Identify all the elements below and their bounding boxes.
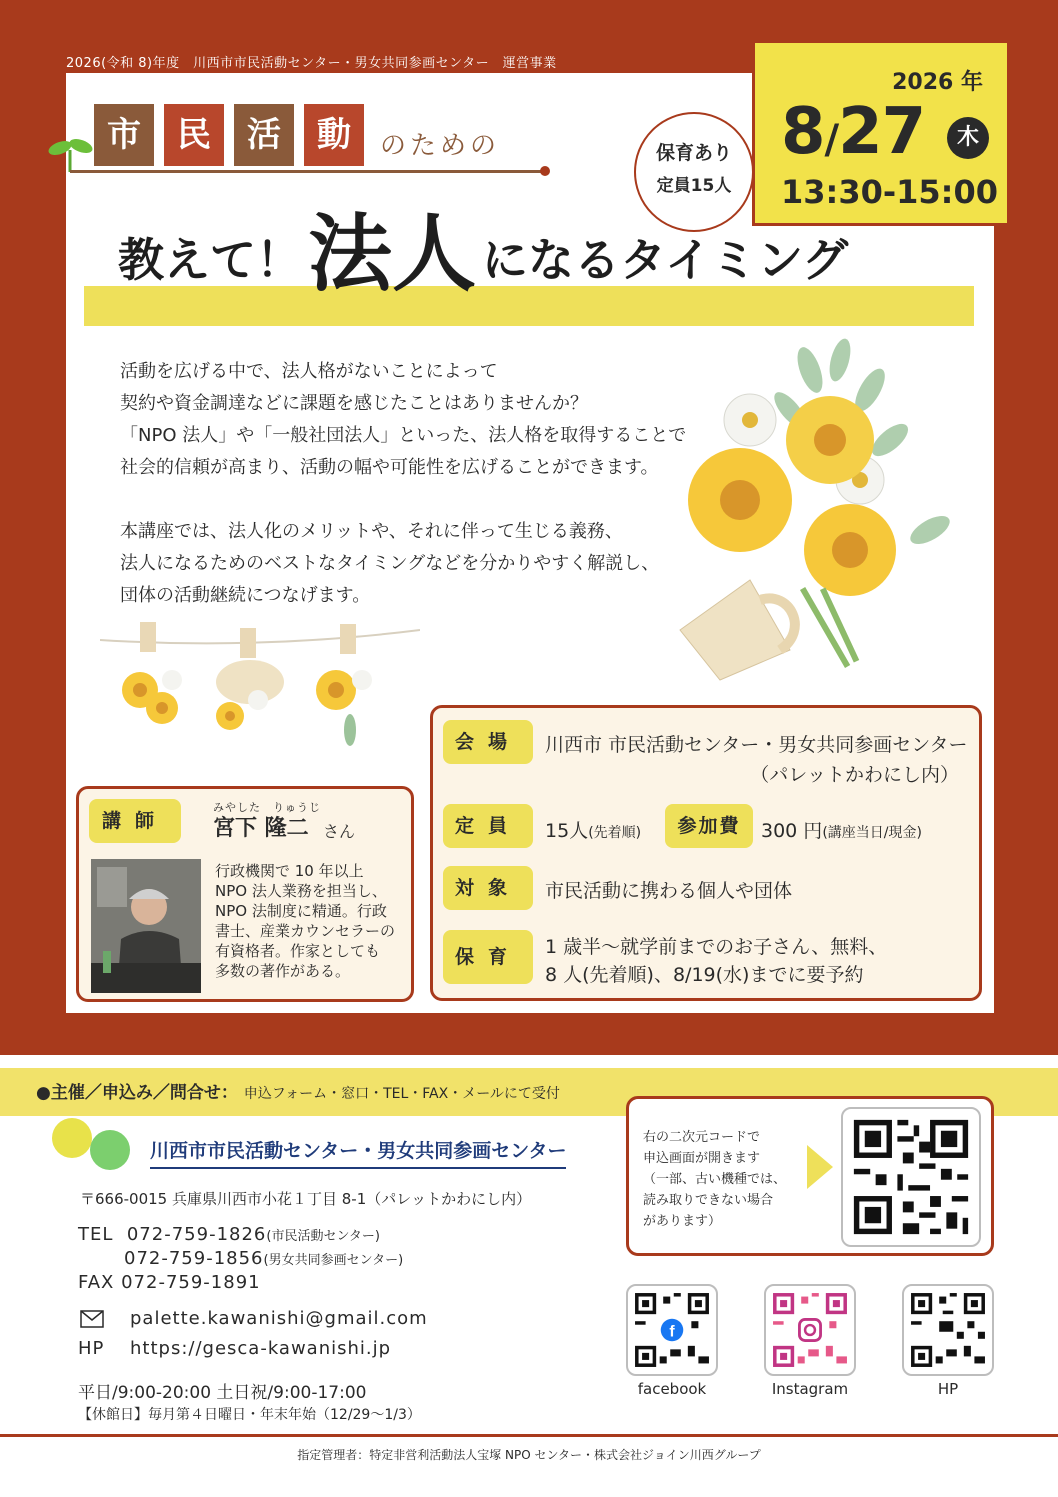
capacity-number: 15人 [545, 820, 589, 842]
instagram-label: Instagram [771, 1380, 849, 1398]
svg-text:f: f [669, 1323, 675, 1341]
event-date-box [752, 40, 1010, 226]
fax-label: FAX [78, 1272, 115, 1293]
tel-row-1 [78, 1224, 380, 1245]
qr-instructions [643, 1127, 793, 1232]
childcare-line-2: 8 人(先着順)、8/19(水)までに要予約 [545, 964, 864, 986]
lecturer-honorific: さん [323, 822, 356, 841]
opening-hours: 平日/9:00-20:00 土日祝/9:00-17:00 [78, 1383, 367, 1403]
facebook-qr-code[interactable] [626, 1284, 718, 1376]
facebook-qr-icon [628, 1286, 716, 1374]
hp-qr-code[interactable] [902, 1284, 994, 1376]
lecturer-bio-line: NPO 法制度に精通。行政 [215, 902, 387, 920]
sponsor-line: 2026(令和 8)年度 川西市市民活動センター・男女共同参画センター 運営事業 [66, 56, 557, 71]
target-label: 対象 [443, 866, 533, 910]
series-kanji: 市 [94, 104, 154, 166]
instagram-qr-code[interactable] [764, 1284, 856, 1376]
intro-line: 活動を広げる中で、法人格がないことによって [120, 361, 498, 382]
childcare-badge-line1: 保育あり [655, 142, 732, 164]
hp-qr-label: HP [937, 1380, 959, 1398]
intro-line: 法人になるためのベストなタイミングなどを分かりやすく解説し、 [120, 553, 660, 574]
title-part-2: 法人 [308, 205, 477, 303]
series-kanji: 活 [234, 104, 294, 166]
tel-row-2 [124, 1248, 403, 1269]
facebook-label: facebook [637, 1380, 707, 1398]
venue-sub: （パレットかわにし内） [750, 764, 959, 786]
lecturer-label: 講師 [89, 799, 181, 843]
childcare-line-1: 1 歳半～就学前までのお子さん、無料、 [545, 936, 888, 958]
hp-qr-icon [904, 1286, 992, 1374]
event-date [781, 95, 925, 169]
contact-heading [36, 1078, 560, 1103]
qr-instruction-line: 右の二次元コードで [643, 1130, 761, 1145]
page-title [118, 205, 849, 303]
contact-methods: 申込フォーム・窓口・TEL・FAX・メールにて受付 [243, 1086, 560, 1102]
lecturer-box [76, 786, 414, 1002]
lecturer-bio [215, 861, 407, 981]
lecturer-bio-line: 有資格者。作家としても [215, 942, 381, 960]
event-year: 2026 年 [892, 70, 983, 95]
smiley-logo-icon [90, 1130, 130, 1170]
hanging-flowers-illustration [100, 620, 420, 770]
childcare-badge-line2: 定員15人 [656, 176, 732, 196]
target-value: 市民活動に携わる個人や団体 [545, 880, 793, 902]
organization-address: 〒666-0015 兵庫県川西市小花１丁目 8-1（パレットかわにし内） [80, 1190, 532, 1208]
qr-code-icon [843, 1109, 979, 1245]
capacity-value [545, 816, 641, 843]
tel-note-1: (市民活動センター) [266, 1229, 380, 1244]
series-underline [70, 170, 544, 173]
date-slash: / [824, 117, 839, 163]
fee-value [761, 816, 922, 843]
tel-number-2[interactable]: 072-759-1856 [124, 1248, 264, 1269]
lecturer-portrait-image [91, 859, 201, 993]
fax-number: 072-759-1891 [121, 1272, 261, 1293]
event-weekday: 木 [947, 117, 989, 159]
lecturer-bio-line: 書士、産業カウンセラーの [215, 922, 396, 940]
capacity-note: (先着順) [588, 825, 642, 841]
event-time: 13:30-15:00 [781, 173, 998, 211]
lecturer-photo [91, 859, 201, 993]
tel-label: TEL [78, 1224, 114, 1245]
footer-divider [0, 1434, 1058, 1437]
qr-instruction-line: （一部、古い機種では、 [643, 1172, 787, 1187]
lecturer-bio-line: NPO 法人業務を担当し、 [215, 882, 387, 900]
venue-value: 川西市 市民活動センター・男女共同参画センター [545, 734, 968, 756]
arrow-right-icon [807, 1145, 833, 1189]
smiley-logo-icon [52, 1118, 92, 1158]
series-heading [94, 104, 500, 166]
intro-line: 社会的信頼が高まり、活動の幅や可能性を広げることができます。 [120, 457, 659, 478]
mail-icon [80, 1310, 104, 1328]
hp-link[interactable]: https://gesca-kawanishi.jp [130, 1338, 392, 1359]
title-part-1: 教えて！ [118, 233, 302, 287]
series-kanji: 動 [304, 104, 364, 166]
sunflower-bouquet-illustration [640, 330, 970, 690]
event-day: 27 [838, 95, 926, 169]
application-qr-panel [626, 1096, 994, 1256]
tel-note-2: (男女共同参画センター) [263, 1253, 404, 1268]
fax-row [78, 1272, 261, 1293]
event-month: 8 [781, 95, 825, 169]
fee-amount: 300 円 [761, 820, 823, 842]
organization-name: 川西市市民活動センター・男女共同参画センター [150, 1136, 566, 1169]
lecturer-name: 宮下 隆二 [213, 816, 309, 841]
qr-instruction-line: 読み取りできない場合 [643, 1193, 774, 1208]
footer-operator: 指定管理者：特定非営利活動法人宝塚 NPO センター・株式会社ジョイン川西グループ [297, 1448, 761, 1462]
venue-label: 会場 [443, 720, 533, 764]
lecturer-ruby: みやした りゅうじ [213, 801, 321, 814]
childcare-label: 保育 [443, 930, 533, 984]
series-underline-dot [540, 166, 550, 176]
instagram-qr-icon [766, 1286, 854, 1374]
closed-days: 【休館日】毎月第４日曜日・年末年始（12/29～1/3） [78, 1407, 421, 1423]
intro-line: 本講座では、法人化のメリットや、それに伴って生じる義務、 [120, 521, 623, 542]
email-link[interactable]: palette.kawanishi@gmail.com [130, 1308, 428, 1329]
series-kanji: 民 [164, 104, 224, 166]
hp-label: HP [78, 1338, 105, 1359]
contact-heading-text: ●主催／申込み／問合せ： [36, 1083, 238, 1103]
lecturer-bio-line: 多数の著作がある。 [215, 962, 351, 980]
title-part-3: になるタイミング [482, 233, 849, 287]
intro-text [120, 356, 686, 612]
qr-instruction-line: があります） [643, 1214, 722, 1229]
qr-instruction-line: 申込画面が開きます [643, 1151, 761, 1166]
intro-line: 団体の活動継続につなげます。 [120, 585, 371, 606]
capacity-label: 定員 [443, 804, 533, 848]
series-suffix: のための [380, 131, 501, 161]
sprout-icon [46, 134, 96, 174]
lecturer-bio-line: 行政機関で 10 年以上 [215, 862, 364, 880]
intro-line: 契約や資金調達などに課題を感じたことはありませんか？ [120, 393, 588, 414]
event-info-box [430, 705, 982, 1001]
fee-note: (講座当日/現金) [822, 825, 922, 841]
application-qr-code[interactable] [841, 1107, 981, 1247]
tel-number-1[interactable]: 072-759-1826 [126, 1224, 267, 1245]
intro-line: 「NPO 法人」や「一般社団法人」といった、法人格を取得することで [120, 425, 687, 446]
fee-label: 参加費 [665, 804, 753, 848]
